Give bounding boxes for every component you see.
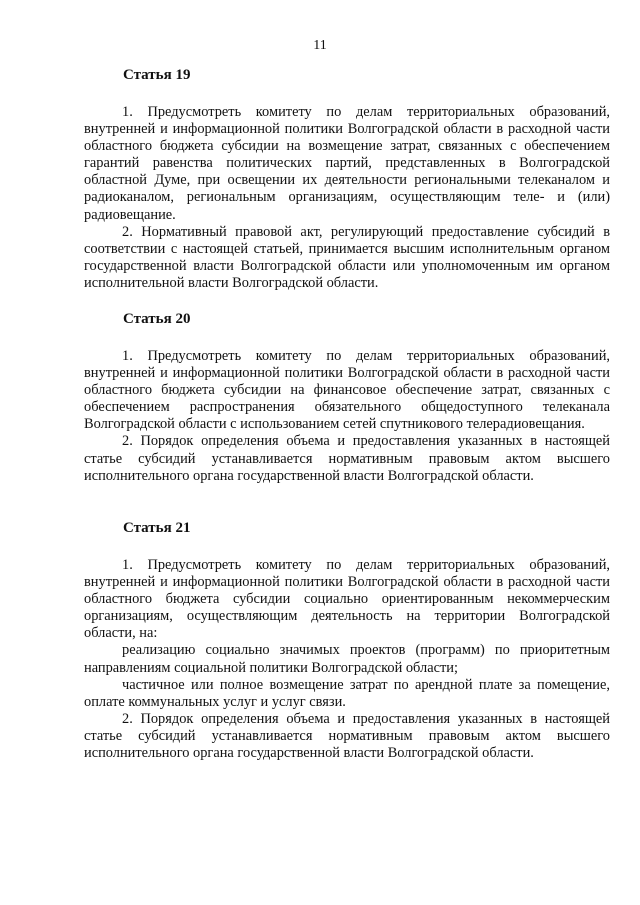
paragraph: 2. Порядок определения объема и предоставления указанных в настоящей статье субсидий устанавливается нормативным правовым актом высшего исполнительного органа государственной власти Волгоградской области.: [84, 710, 610, 762]
article-21: [84, 519, 610, 762]
page-number: 11: [313, 38, 327, 53]
article-body: [84, 557, 610, 762]
paragraph: 1. Предусмотреть комитету по делам территориальных образований, внутренней и информационной политики Волгоградской области в расходной части областного бюджета субсидии на возмещение затрат, связанных с обеспечением гарантий равенства политических партий, представленных в Волгоградской областной Думе, при освещении их деятельности региональными телеканалом и радиоканалом, региональным организациям, осуществляющим теле- и (или) радиовещание.: [84, 104, 610, 223]
article-20: [84, 310, 610, 485]
paragraph: 1. Предусмотреть комитету по делам территориальных образований, внутренней и информационной политики Волгоградской области в расходной части областного бюджета субсидии на финансовое обеспечение затрат, связанных с обеспечением распространения обязательного общедоступного телеканала Волгоградской области с использованием сетей спутникового телерадиовещания.: [84, 348, 610, 433]
article-title: Статья 20: [123, 311, 191, 327]
paragraph: частичное или полное возмещение затрат по арендной плате за помещение, оплате коммунальных услуг и услуг связи.: [84, 676, 610, 710]
paragraph: 1. Предусмотреть комитету по делам территориальных образований, внутренней и информационной политики Волгоградской области в расходной части областного бюджета субсидии социально ориентированным некоммерческим организациям, осуществляющим деятельность на территории Волгоградской области, на:: [84, 557, 610, 642]
article-body: [84, 104, 610, 292]
article-body: [84, 348, 610, 485]
article-title: Статья 19: [123, 67, 191, 83]
paragraph: реализацию социально значимых проектов (программ) по приоритетным направлениям социальной политики Волгоградской области;: [84, 642, 610, 676]
article-19: [84, 66, 610, 292]
article-title: Статья 21: [123, 520, 191, 536]
paragraph: 2. Нормативный правовой акт, регулирующий предоставление субсидий в соответствии с настоящей статьей, принимается высшим исполнительным органом государственной власти Волгоградской области или уполномоченным им органом исполнительной власти Волгоградской области.: [84, 223, 610, 291]
paragraph: 2. Порядок определения объема и предоставления указанных в настоящей статье субсидий устанавливается нормативным правовым актом высшего исполнительного органа государственной власти Волгоградской области.: [84, 433, 610, 484]
